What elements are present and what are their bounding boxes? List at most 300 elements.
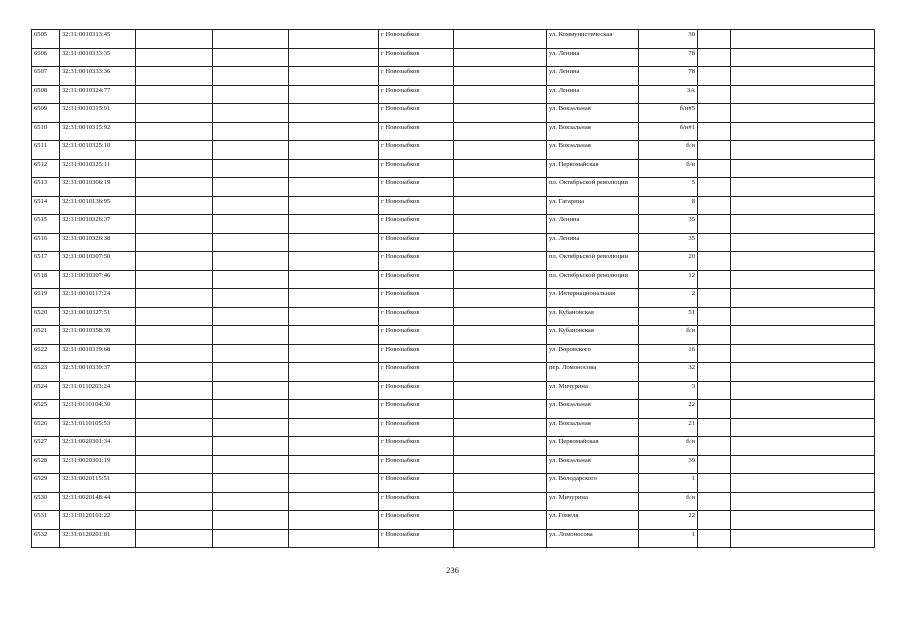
row-number: 6528	[32, 455, 60, 474]
house-number: 78	[639, 48, 698, 67]
empty-cell	[213, 529, 289, 548]
empty-cell	[289, 455, 379, 474]
row-number: 6514	[32, 196, 60, 215]
empty-cell	[136, 104, 213, 123]
empty-cell	[454, 400, 547, 419]
row-number: 6525	[32, 400, 60, 419]
empty-cell	[289, 326, 379, 345]
settlement-name: г Новозыбков	[379, 159, 454, 178]
empty-cell	[698, 307, 731, 326]
cadastral-number: 32:31:0010339:37	[60, 363, 136, 382]
table-row	[32, 141, 875, 160]
empty-cell	[213, 326, 289, 345]
empty-cell	[136, 48, 213, 67]
row-number: 6524	[32, 381, 60, 400]
street-name: пл. Октябрьской революции	[547, 252, 639, 271]
table-row	[32, 67, 875, 86]
table-row	[32, 104, 875, 123]
settlement-name: г Новозыбков	[379, 270, 454, 289]
row-number: 6517	[32, 252, 60, 271]
empty-cell	[731, 363, 875, 382]
settlement-name: г Новозыбков	[379, 363, 454, 382]
street-name: пл. Октябрьской революции	[547, 178, 639, 197]
empty-cell	[731, 215, 875, 234]
settlement-name: г Новозыбков	[379, 67, 454, 86]
house-number: 21	[639, 418, 698, 437]
empty-cell	[731, 48, 875, 67]
empty-cell	[731, 141, 875, 160]
empty-cell	[136, 307, 213, 326]
settlement-name: г Новозыбков	[379, 215, 454, 234]
cadastral-number: 32:31:0010325:11	[60, 159, 136, 178]
empty-cell	[213, 455, 289, 474]
empty-cell	[289, 511, 379, 530]
empty-cell	[454, 233, 547, 252]
settlement-name: г Новозыбков	[379, 492, 454, 511]
row-number: 6532	[32, 529, 60, 548]
empty-cell	[731, 474, 875, 493]
street-name: ул. Мичурина	[547, 492, 639, 511]
empty-cell	[698, 270, 731, 289]
empty-cell	[454, 307, 547, 326]
street-name: пл. Октябрьской революции	[547, 270, 639, 289]
empty-cell	[136, 511, 213, 530]
empty-cell	[731, 159, 875, 178]
empty-cell	[731, 30, 875, 49]
settlement-name: г Новозыбков	[379, 344, 454, 363]
empty-cell	[454, 104, 547, 123]
empty-cell	[698, 104, 731, 123]
cadastral-number: 32:31:0010358:39	[60, 326, 136, 345]
empty-cell	[454, 326, 547, 345]
cadastral-number: 32:31:0020301:34	[60, 437, 136, 456]
empty-cell	[454, 529, 547, 548]
table-row	[32, 196, 875, 215]
settlement-name: г Новозыбков	[379, 326, 454, 345]
empty-cell	[213, 344, 289, 363]
empty-cell	[698, 215, 731, 234]
empty-cell	[454, 159, 547, 178]
cadastral-number: 32:31:0020115:51	[60, 474, 136, 493]
empty-cell	[731, 529, 875, 548]
street-name: ул. Интернациональная	[547, 289, 639, 308]
street-name: ул. Вокзальная	[547, 418, 639, 437]
empty-cell	[289, 85, 379, 104]
empty-cell	[213, 215, 289, 234]
empty-cell	[698, 252, 731, 271]
page-number: 236	[446, 565, 459, 575]
table-row	[32, 418, 875, 437]
empty-cell	[136, 437, 213, 456]
cadastral-number: 32:31:0010326:38	[60, 233, 136, 252]
cadastral-number: 32:31:0010307:46	[60, 270, 136, 289]
empty-cell	[289, 344, 379, 363]
row-number: 6505	[32, 30, 60, 49]
street-name: ул. Гагарина	[547, 196, 639, 215]
empty-cell	[136, 67, 213, 86]
cadastral-number: 32:31:0010319:68	[60, 344, 136, 363]
row-number: 6515	[32, 215, 60, 234]
empty-cell	[698, 529, 731, 548]
empty-cell	[289, 159, 379, 178]
empty-cell	[213, 270, 289, 289]
empty-cell	[698, 437, 731, 456]
street-name: ул. Ленина	[547, 85, 639, 104]
empty-cell	[213, 67, 289, 86]
row-number: 6506	[32, 48, 60, 67]
street-name: ул. Гомеля	[547, 511, 639, 530]
street-name: ул. Вокзальная	[547, 104, 639, 123]
row-number: 6513	[32, 178, 60, 197]
empty-cell	[136, 196, 213, 215]
street-name: ул. Коммунистическая	[547, 30, 639, 49]
settlement-name: г Новозыбков	[379, 474, 454, 493]
table-row	[32, 400, 875, 419]
table-row	[32, 252, 875, 271]
empty-cell	[213, 104, 289, 123]
empty-cell	[136, 381, 213, 400]
house-number: 3А	[639, 85, 698, 104]
empty-cell	[454, 48, 547, 67]
empty-cell	[136, 492, 213, 511]
empty-cell	[454, 418, 547, 437]
cadastral-number: 32:31:0010313:45	[60, 30, 136, 49]
row-number: 6530	[32, 492, 60, 511]
empty-cell	[731, 178, 875, 197]
empty-cell	[213, 233, 289, 252]
settlement-name: г Новозыбков	[379, 307, 454, 326]
empty-cell	[698, 67, 731, 86]
house-number: б/н	[639, 159, 698, 178]
empty-cell	[454, 141, 547, 160]
table-row	[32, 270, 875, 289]
street-name: ул. Володарского	[547, 474, 639, 493]
house-number: 22	[639, 511, 698, 530]
empty-cell	[698, 344, 731, 363]
empty-cell	[454, 252, 547, 271]
street-name: ул. Вокзальная	[547, 400, 639, 419]
house-number: б/н#5	[639, 104, 698, 123]
empty-cell	[213, 30, 289, 49]
row-number: 6516	[32, 233, 60, 252]
empty-cell	[698, 511, 731, 530]
table-row	[32, 381, 875, 400]
empty-cell	[289, 30, 379, 49]
table-row	[32, 529, 875, 548]
row-number: 6526	[32, 418, 60, 437]
empty-cell	[289, 252, 379, 271]
empty-cell	[213, 122, 289, 141]
empty-cell	[289, 178, 379, 197]
empty-cell	[289, 418, 379, 437]
house-number: 5	[639, 178, 698, 197]
row-number: 6512	[32, 159, 60, 178]
cadastral-number: 32:31:0020148:44	[60, 492, 136, 511]
empty-cell	[213, 363, 289, 382]
empty-cell	[289, 492, 379, 511]
empty-cell	[454, 215, 547, 234]
empty-cell	[213, 307, 289, 326]
row-number: 6510	[32, 122, 60, 141]
empty-cell	[731, 122, 875, 141]
empty-cell	[289, 529, 379, 548]
row-number: 6527	[32, 437, 60, 456]
empty-cell	[213, 178, 289, 197]
empty-cell	[136, 400, 213, 419]
empty-cell	[136, 363, 213, 382]
empty-cell	[698, 492, 731, 511]
house-number: б/н	[639, 141, 698, 160]
cadastral-number: 32:31:0010315:92	[60, 122, 136, 141]
cadastral-number: 32:31:0110105:53	[60, 418, 136, 437]
table-row	[32, 437, 875, 456]
empty-cell	[698, 326, 731, 345]
empty-cell	[454, 85, 547, 104]
empty-cell	[731, 511, 875, 530]
empty-cell	[731, 289, 875, 308]
table-row	[32, 511, 875, 530]
street-name: ул. Ленина	[547, 233, 639, 252]
house-number: 78	[639, 67, 698, 86]
table-row	[32, 233, 875, 252]
table-row	[32, 122, 875, 141]
table-row	[32, 363, 875, 382]
empty-cell	[731, 344, 875, 363]
empty-cell	[213, 474, 289, 493]
empty-cell	[731, 104, 875, 123]
empty-cell	[698, 455, 731, 474]
empty-cell	[136, 141, 213, 160]
house-number: 12	[639, 270, 698, 289]
house-number: б/н	[639, 326, 698, 345]
empty-cell	[136, 289, 213, 308]
row-number: 6523	[32, 363, 60, 382]
house-number: б/н	[639, 492, 698, 511]
settlement-name: г Новозыбков	[379, 511, 454, 530]
empty-cell	[698, 289, 731, 308]
settlement-name: г Новозыбков	[379, 437, 454, 456]
settlement-name: г Новозыбков	[379, 141, 454, 160]
table-row	[32, 215, 875, 234]
empty-cell	[289, 400, 379, 419]
empty-cell	[289, 196, 379, 215]
empty-cell	[213, 418, 289, 437]
empty-cell	[213, 381, 289, 400]
settlement-name: г Новозыбков	[379, 455, 454, 474]
empty-cell	[731, 252, 875, 271]
empty-cell	[698, 400, 731, 419]
street-name: ул. Ленина	[547, 48, 639, 67]
row-number: 6529	[32, 474, 60, 493]
empty-cell	[698, 381, 731, 400]
house-number: б/н	[639, 437, 698, 456]
empty-cell	[289, 215, 379, 234]
empty-cell	[136, 455, 213, 474]
row-number: 6507	[32, 67, 60, 86]
empty-cell	[454, 67, 547, 86]
settlement-name: г Новозыбков	[379, 104, 454, 123]
cadastral-number: 32:31:0120101:22	[60, 511, 136, 530]
empty-cell	[136, 270, 213, 289]
empty-cell	[698, 122, 731, 141]
empty-cell	[698, 233, 731, 252]
empty-cell	[698, 30, 731, 49]
table-row	[32, 492, 875, 511]
row-number: 6508	[32, 85, 60, 104]
street-name: ул. Первомайская	[547, 437, 639, 456]
cadastral-number: 32:31:0010136:95	[60, 196, 136, 215]
house-number: 20	[639, 252, 698, 271]
street-name: ул. Вокзальная	[547, 455, 639, 474]
cadastral-number: 32:31:0010333:35	[60, 48, 136, 67]
empty-cell	[454, 455, 547, 474]
row-number: 6520	[32, 307, 60, 326]
street-name: ул. Вокзальная	[547, 122, 639, 141]
house-number: 8	[639, 196, 698, 215]
empty-cell	[213, 511, 289, 530]
empty-cell	[136, 252, 213, 271]
empty-cell	[731, 270, 875, 289]
empty-cell	[698, 474, 731, 493]
empty-cell	[289, 289, 379, 308]
empty-cell	[136, 233, 213, 252]
settlement-name: г Новозыбков	[379, 233, 454, 252]
empty-cell	[698, 178, 731, 197]
empty-cell	[454, 178, 547, 197]
empty-cell	[136, 529, 213, 548]
empty-cell	[136, 344, 213, 363]
empty-cell	[136, 418, 213, 437]
empty-cell	[136, 215, 213, 234]
house-number: 1	[639, 474, 698, 493]
settlement-name: г Новозыбков	[379, 85, 454, 104]
empty-cell	[213, 48, 289, 67]
table-row	[32, 159, 875, 178]
cadastral-number: 32:31:0010333:36	[60, 67, 136, 86]
empty-cell	[136, 178, 213, 197]
house-number: б/н#1	[639, 122, 698, 141]
empty-cell	[213, 492, 289, 511]
empty-cell	[136, 30, 213, 49]
street-name: ул. Воровского	[547, 344, 639, 363]
cadastral-number: 32:31:0110203:24	[60, 381, 136, 400]
empty-cell	[289, 141, 379, 160]
empty-cell	[454, 196, 547, 215]
empty-cell	[731, 437, 875, 456]
empty-cell	[731, 418, 875, 437]
empty-cell	[454, 511, 547, 530]
cadastral-number: 32:31:0010324:77	[60, 85, 136, 104]
empty-cell	[213, 196, 289, 215]
empty-cell	[454, 437, 547, 456]
settlement-name: г Новозыбков	[379, 381, 454, 400]
cadastral-number: 32:31:0010307:50	[60, 252, 136, 271]
street-name: ул. Ломоносова	[547, 529, 639, 548]
empty-cell	[213, 159, 289, 178]
row-number: 6518	[32, 270, 60, 289]
empty-cell	[289, 122, 379, 141]
registry-rows	[32, 30, 875, 548]
empty-cell	[136, 326, 213, 345]
settlement-name: г Новозыбков	[379, 252, 454, 271]
empty-cell	[698, 159, 731, 178]
house-number: 22	[639, 400, 698, 419]
table-row	[32, 455, 875, 474]
cadastral-number: 32:31:0010117:24	[60, 289, 136, 308]
empty-cell	[731, 233, 875, 252]
empty-cell	[289, 307, 379, 326]
registry-sheet	[31, 29, 875, 548]
row-number: 6509	[32, 104, 60, 123]
empty-cell	[289, 474, 379, 493]
empty-cell	[289, 437, 379, 456]
house-number: 32	[639, 363, 698, 382]
cadastral-number: 32:31:0010326:37	[60, 215, 136, 234]
empty-cell	[136, 85, 213, 104]
empty-cell	[136, 159, 213, 178]
table-row	[32, 289, 875, 308]
empty-cell	[454, 30, 547, 49]
empty-cell	[698, 141, 731, 160]
row-number: 6519	[32, 289, 60, 308]
empty-cell	[698, 418, 731, 437]
empty-cell	[698, 85, 731, 104]
street-name: ул. Кубановская	[547, 326, 639, 345]
empty-cell	[454, 270, 547, 289]
table-row	[32, 30, 875, 49]
row-number: 6522	[32, 344, 60, 363]
empty-cell	[454, 363, 547, 382]
empty-cell	[454, 492, 547, 511]
street-name: ул. Вокзальная	[547, 141, 639, 160]
empty-cell	[213, 400, 289, 419]
empty-cell	[289, 270, 379, 289]
cadastral-number: 32:31:0010315:91	[60, 104, 136, 123]
table-row	[32, 474, 875, 493]
settlement-name: г Новозыбков	[379, 196, 454, 215]
table-row	[32, 178, 875, 197]
row-number: 6511	[32, 141, 60, 160]
table-row	[32, 307, 875, 326]
settlement-name: г Новозыбков	[379, 529, 454, 548]
house-number: 35	[639, 215, 698, 234]
street-name: ул. Мичурина	[547, 381, 639, 400]
registry-table	[31, 29, 875, 548]
settlement-name: г Новозыбков	[379, 48, 454, 67]
empty-cell	[213, 437, 289, 456]
empty-cell	[136, 122, 213, 141]
house-number: 3	[639, 381, 698, 400]
cadastral-number: 32:31:0110104:30	[60, 400, 136, 419]
empty-cell	[731, 196, 875, 215]
empty-cell	[731, 400, 875, 419]
empty-cell	[731, 85, 875, 104]
empty-cell	[731, 67, 875, 86]
empty-cell	[731, 455, 875, 474]
empty-cell	[289, 381, 379, 400]
settlement-name: г Новозыбков	[379, 30, 454, 49]
empty-cell	[289, 363, 379, 382]
empty-cell	[731, 307, 875, 326]
house-number: 1	[639, 529, 698, 548]
street-name: пер. Ломоносова	[547, 363, 639, 382]
house-number: 16	[639, 344, 698, 363]
house-number: 39	[639, 455, 698, 474]
row-number: 6521	[32, 326, 60, 345]
empty-cell	[289, 67, 379, 86]
empty-cell	[731, 381, 875, 400]
empty-cell	[289, 48, 379, 67]
